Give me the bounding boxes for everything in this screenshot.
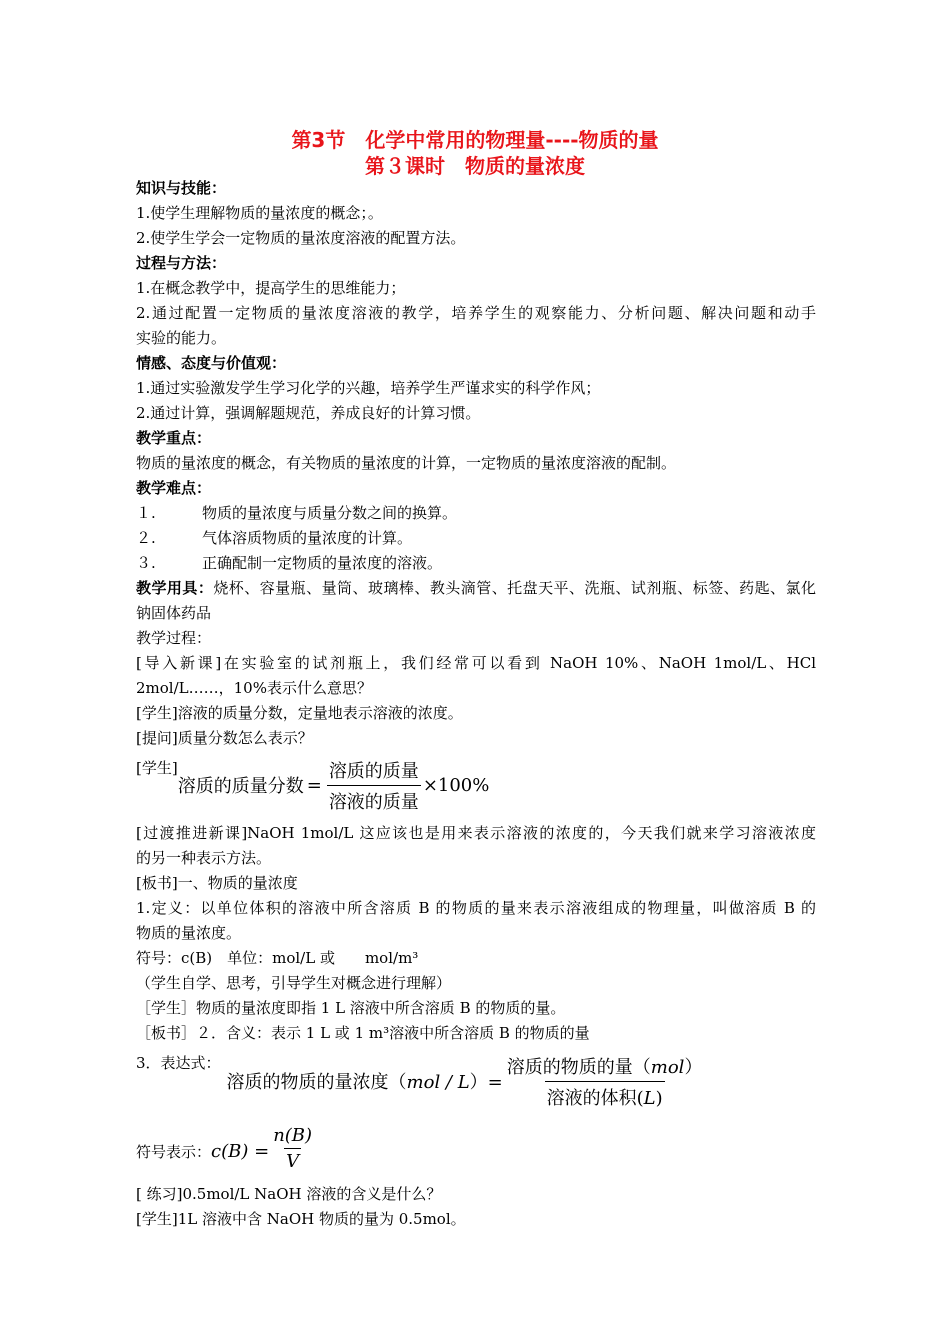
paragraph: 实验的能力。: [136, 329, 227, 347]
formula-symbol: [136, 1118, 816, 1178]
paragraph: 物质的量浓度的概念，有关物质的量浓度的计算，一定物质的量浓度溶液的配制。: [136, 454, 677, 472]
fraction-numerator: [505, 1053, 705, 1081]
paragraph: 1.通过实验激发学生学习化学的兴趣，培养学生严谨求实的科学作风；: [136, 379, 601, 397]
paragraph: [学生]溶液的质量分数，定量地表示溶液的浓度。: [136, 704, 463, 722]
fraction-numerator: n(B): [273, 1124, 313, 1146]
paragraph: [板书]一、物质的量浓度: [136, 874, 298, 892]
paragraph: 2.通过配置一定物质的量浓度溶液的教学，培养学生的观察能力、分析问题、解决问题和动手: [136, 304, 816, 322]
paragraph: 的另一种表示方法。: [136, 849, 272, 867]
paragraph-tools: [136, 576, 816, 601]
paragraph: 教学过程：: [136, 629, 212, 647]
list-number: ３.: [136, 554, 156, 572]
formula-label: 3．表达式：: [136, 1054, 221, 1072]
section-heading-attitude: 情感、态度与价值观：: [136, 354, 287, 372]
formula-lhs: 溶质的质量分数: [177, 776, 304, 797]
formula-label: 符号表示：: [136, 1142, 212, 1161]
document-body: [136, 176, 816, 1232]
section-heading-difficulties: 教学难点：: [136, 479, 212, 497]
fraction-numerator: 溶质的质量: [328, 760, 419, 782]
formula-tail: ×100%: [422, 774, 490, 796]
list-number: １.: [136, 504, 156, 522]
paragraph: [学生]1L 溶液中含 NaOH 物质的量为 0.5mol。: [136, 1210, 466, 1228]
paragraph: 1.在概念教学中，提高学生的思维能力；: [136, 279, 406, 297]
numerator-unit: mol: [650, 1056, 685, 1078]
formula-expression: [136, 1048, 816, 1114]
tools-heading: 教学用具：: [136, 579, 214, 597]
paragraph: ［板书］２．含义：表示 1 L 或 1 m³溶液中所含溶质 B 的物质的量: [136, 1024, 590, 1042]
equals-sign: =: [306, 774, 322, 796]
denominator-close: ): [655, 1087, 663, 1109]
fraction-denominator: [545, 1081, 665, 1110]
formula-lhs-text: 溶质的物质的量浓度（: [226, 1072, 407, 1093]
section-heading-process: 过程与方法：: [136, 254, 227, 272]
section-heading-key-points: 教学重点：: [136, 429, 212, 447]
paragraph: [提问]质量分数怎么表示？: [136, 729, 313, 747]
formula-label: [学生]: [136, 759, 178, 777]
numerator-text: 溶质的物质的量（: [506, 1056, 651, 1078]
denominator-text: 溶液的体积(: [546, 1087, 644, 1109]
list-item: [136, 501, 816, 526]
numerator-close: ）: [684, 1056, 703, 1078]
paragraph: 符号：c(B) 单位：mol/L 或 mol/m³: [136, 949, 419, 967]
list-text: 气体溶质物质的量浓度的计算。: [202, 529, 413, 547]
list-number: ２.: [136, 529, 156, 547]
fraction: [505, 1053, 705, 1110]
list-text: 物质的量浓度与质量分数之间的换算。: [202, 504, 458, 522]
paragraph: [过渡推进新课]NaOH 1mol/L 这应该也是用来表示溶液的浓度的，今天我们就来学习溶液浓度: [136, 824, 816, 842]
formula-lhs-close: ）=: [469, 1072, 503, 1093]
paragraph: [ 练习]0.5mol/L NaOH 溶液的含义是什么？: [136, 1185, 442, 1203]
paragraph: 2.使学生学会一定物质的量浓度溶液的配置方法。: [136, 229, 466, 247]
list-item: [136, 526, 816, 551]
paragraph: 物质的量浓度。: [136, 924, 242, 942]
paragraph: ［学生］物质的量浓度即指 1 L 溶液中所含溶质 B 的物质的量。: [136, 999, 566, 1017]
fraction: [271, 1125, 314, 1172]
formula-lhs: [227, 1068, 503, 1094]
paragraph: （学生自学、思考，引导学生对概念进行理解）: [136, 974, 452, 992]
list-item: [136, 551, 816, 576]
tools-text: 烧杯、容量瓶、量筒、玻璃棒、教头滴管、托盘天平、洗瓶、试剂瓶、标签、药匙、氯化: [213, 579, 816, 597]
denominator-unit: L: [643, 1087, 656, 1109]
formula-unit: mol / L: [406, 1072, 470, 1093]
paragraph: [导入新课]在实验室的试剂瓶上，我们经常可以看到 NaOH 10%、NaOH 1mol/L、HCl: [136, 654, 816, 672]
paragraph: 钠固体药品: [136, 604, 212, 622]
title-line-2: 第３课时 物质的量浓度: [365, 154, 585, 178]
formula-mass-fraction: [136, 753, 816, 817]
paragraph: 1.使学生理解物质的量浓度的概念；。: [136, 204, 383, 222]
list-text: 正确配制一定物质的量浓度的溶液。: [202, 554, 443, 572]
title-line-1: 第3节 化学中常用的物理量----物质的量: [291, 128, 659, 152]
formula-lhs: c(B) =: [211, 1140, 270, 1162]
fraction-denominator: 溶液的质量: [327, 785, 421, 814]
paragraph: 2mol/L……，10%表示什么意思？: [136, 679, 372, 697]
paragraph: 2.通过计算，强调解题规范，养成良好的计算习惯。: [136, 404, 481, 422]
fraction: [327, 757, 421, 814]
paragraph: 1.定义：以单位体积的溶液中所含溶质 B 的物质的量来表示溶液组成的物理量，叫做溶质 B 的: [136, 899, 816, 917]
fraction-denominator: V: [284, 1148, 301, 1172]
section-heading-knowledge: 知识与技能：: [136, 179, 227, 197]
